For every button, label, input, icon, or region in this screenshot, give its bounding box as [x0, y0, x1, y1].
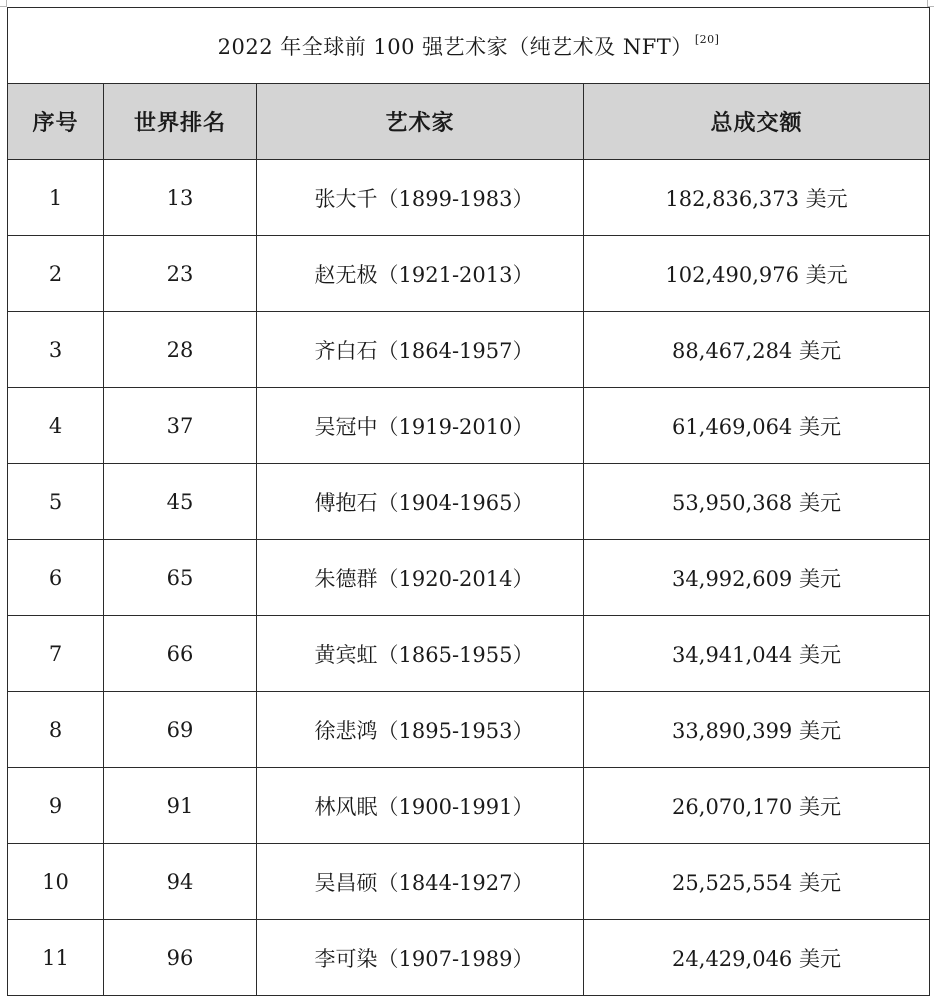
header-row [8, 84, 930, 160]
header-artist: 艺术家 [257, 84, 584, 160]
cell-index: 7 [8, 616, 104, 692]
cell-world-rank: 69 [104, 692, 257, 768]
cell-turnover: 34,941,044 美元 [584, 616, 930, 692]
cell-artist: 吴昌硕（1844-1927） [257, 844, 584, 920]
cell-turnover: 33,890,399 美元 [584, 692, 930, 768]
cell-index: 4 [8, 388, 104, 464]
cell-world-rank: 45 [104, 464, 257, 540]
cell-index: 9 [8, 768, 104, 844]
header-turnover: 总成交额 [584, 84, 930, 160]
cell-artist: 赵无极（1921-2013） [257, 236, 584, 312]
cell-turnover: 102,490,976 美元 [584, 236, 930, 312]
table-row [8, 160, 930, 236]
cell-world-rank: 94 [104, 844, 257, 920]
cell-turnover: 24,429,046 美元 [584, 920, 930, 996]
artist-ranking-table [7, 7, 930, 996]
cell-artist: 傅抱石（1904-1965） [257, 464, 584, 540]
cell-artist: 朱德群（1920-2014） [257, 540, 584, 616]
cell-index: 11 [8, 920, 104, 996]
table-row [8, 616, 930, 692]
cell-world-rank: 65 [104, 540, 257, 616]
header-world-rank: 世界排名 [104, 84, 257, 160]
cell-world-rank: 13 [104, 160, 257, 236]
cell-turnover: 61,469,064 美元 [584, 388, 930, 464]
footnote-reference[interactable]: [20] [694, 32, 720, 46]
table-row [8, 236, 930, 312]
cell-artist: 林风眠（1900-1991） [257, 768, 584, 844]
cell-artist: 张大千（1899-1983） [257, 160, 584, 236]
cell-artist: 李可染（1907-1989） [257, 920, 584, 996]
cell-world-rank: 91 [104, 768, 257, 844]
title-row [8, 8, 930, 84]
cell-index: 1 [8, 160, 104, 236]
table-row [8, 768, 930, 844]
table-row [8, 464, 930, 540]
cell-artist: 齐白石（1864-1957） [257, 312, 584, 388]
cell-world-rank: 28 [104, 312, 257, 388]
cell-artist: 吴冠中（1919-2010） [257, 388, 584, 464]
cell-turnover: 25,525,554 美元 [584, 844, 930, 920]
cell-index: 8 [8, 692, 104, 768]
cell-turnover: 53,950,368 美元 [584, 464, 930, 540]
cell-world-rank: 96 [104, 920, 257, 996]
table-row [8, 844, 930, 920]
cell-index: 2 [8, 236, 104, 312]
cell-index: 5 [8, 464, 104, 540]
cell-index: 3 [8, 312, 104, 388]
header-index: 序号 [8, 84, 104, 160]
table-row [8, 312, 930, 388]
cell-world-rank: 37 [104, 388, 257, 464]
table-title [8, 8, 930, 84]
table-row [8, 540, 930, 616]
cell-index: 10 [8, 844, 104, 920]
cell-world-rank: 23 [104, 236, 257, 312]
cell-turnover: 34,992,609 美元 [584, 540, 930, 616]
cell-artist: 徐悲鸿（1895-1953） [257, 692, 584, 768]
table-row [8, 692, 930, 768]
corner-mark-top-right [927, 0, 934, 7]
cell-turnover: 88,467,284 美元 [584, 312, 930, 388]
cell-turnover: 26,070,170 美元 [584, 768, 930, 844]
table-title-text: 2022 年全球前 100 强艺术家（纯艺术及 NFT） [217, 34, 693, 59]
cell-turnover: 182,836,373 美元 [584, 160, 930, 236]
table-row [8, 388, 930, 464]
corner-mark-top-left [0, 0, 7, 7]
table-row [8, 920, 930, 996]
cell-world-rank: 66 [104, 616, 257, 692]
cell-artist: 黄宾虹（1865-1955） [257, 616, 584, 692]
cell-index: 6 [8, 540, 104, 616]
